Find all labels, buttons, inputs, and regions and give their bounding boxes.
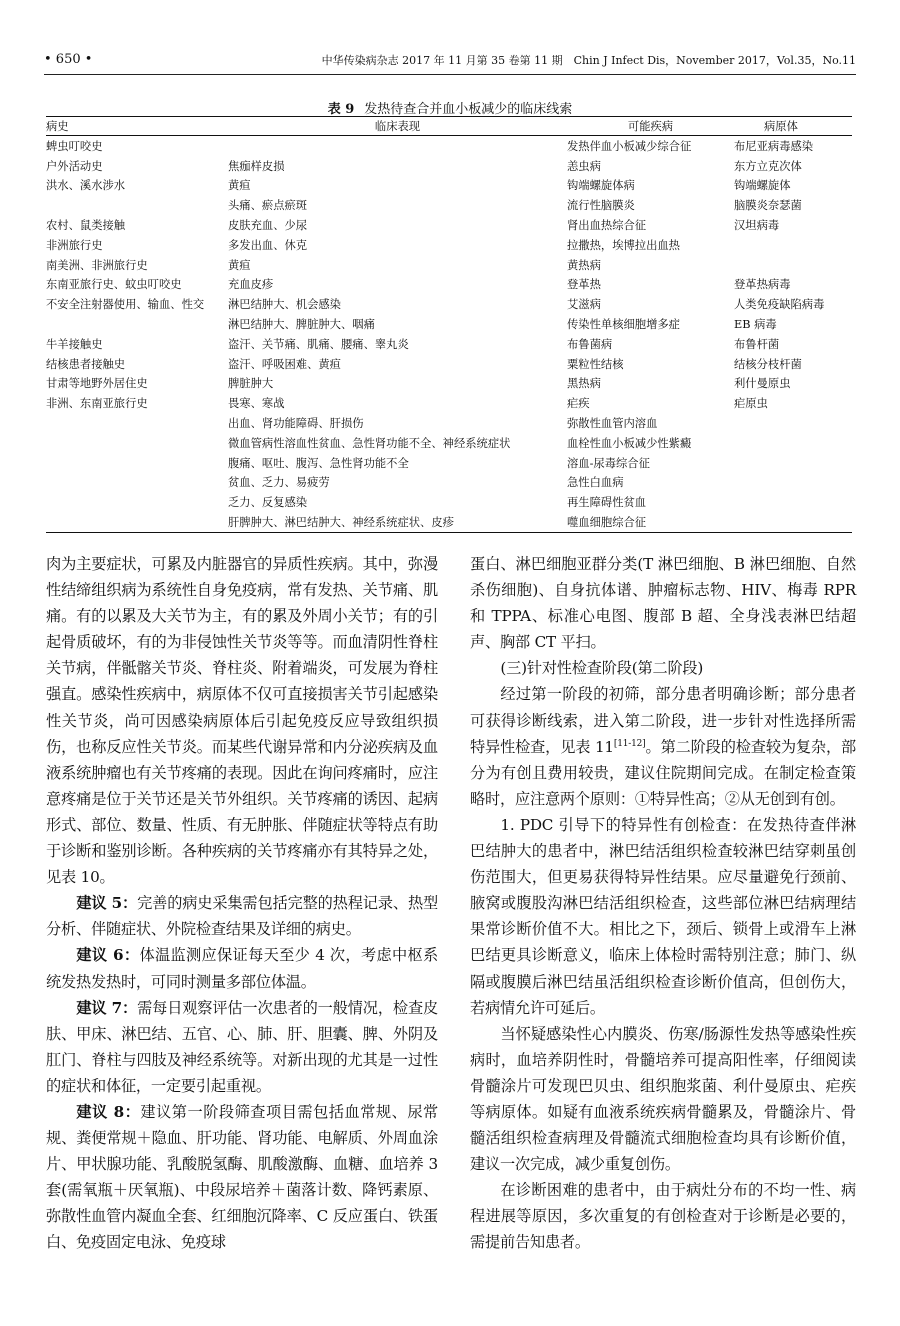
cell-history — [46, 314, 228, 334]
cell-manifestation: 淋巴结肿大、脾脏肿大、咽痛 — [228, 318, 375, 332]
table-row — [46, 314, 852, 334]
table-row — [46, 512, 852, 532]
cell-history — [46, 492, 228, 512]
cell-history: 甘肃等地野外居住史 — [46, 377, 148, 391]
table-row — [46, 473, 852, 493]
recommendation-label: 建议 8： — [76, 1102, 141, 1121]
table-row — [46, 374, 852, 394]
table-row — [46, 294, 852, 314]
table-title: 发热待查合并血小板减少的临床线索 — [364, 102, 573, 117]
cell-manifestation: 焦痂样皮损 — [228, 159, 285, 173]
cell-disease: 黄热病 — [567, 258, 601, 272]
table-row — [46, 354, 852, 374]
cell-disease: 血栓性血小板减少性紫癜 — [567, 436, 692, 450]
cell-history: 南美洲、非洲旅行史 — [46, 258, 148, 272]
paragraph: 蛋白、淋巴细胞亚群分类(T 淋巴细胞、B 淋巴细胞、自然杀伤细胞)、自身抗体谱、肿瘤标志物、HIV、梅毒 RPR 和 TPPA、标准心电图、腹部 B 超、全身浅表淋巴结超声、胸部 CT 平扫。 — [470, 555, 856, 652]
cell-manifestation: 出血、肾功能障碍、肝损伤 — [228, 417, 364, 431]
table-row — [46, 235, 852, 255]
table-row — [46, 136, 852, 156]
cell-manifestation: 肝脾肿大、淋巴结肿大、神经系统症状、皮疹 — [228, 512, 567, 532]
column-header-history: 病史 — [46, 117, 228, 136]
table-row — [46, 433, 852, 453]
right-text-column — [470, 551, 856, 1256]
recommendation-label: 建议 6： — [76, 946, 140, 965]
clinical-clue-table — [46, 116, 852, 533]
cell-history: 牛羊接触史 — [46, 337, 103, 351]
paragraph: 在诊断困难的患者中，由于病灶分布的不均一性、病程进展等原因，多次重复的有创检查对于诊断是必要的，需提前告知患者。 — [470, 1181, 856, 1252]
paragraph — [470, 681, 856, 811]
recommendation-text: 体温监测应保证每天至少 4 次，考虑中枢系统发热发热时，可同时测量多部位体温。 — [46, 946, 438, 991]
cell-disease: 传染性单核细胞增多症 — [567, 318, 680, 332]
recommendation-5 — [46, 890, 438, 942]
cell-manifestation: 微血管病性溶血性贫血、急性肾功能不全、神经系统症状 — [228, 436, 511, 450]
paragraph: 当怀疑感染性心内膜炎、伤寒/肠源性发热等感染性疾病时，血培养阴性时，骨髓培养可提高阳性率，仔细阅读骨髓涂片可发现巴贝虫、组织胞浆菌、利什曼原虫、疟疾等病原体。如疑有血液系统疾病骨髓累及，骨髓涂片、骨髓活组织检查病理及骨髓流式细胞检查均具有诊断价值，建议一次完成，减少重复创伤。 — [470, 1024, 856, 1174]
cell-disease: 布鲁菌病 — [567, 337, 613, 351]
table-row — [46, 413, 852, 433]
cell-manifestation: 盗汗、呼吸困难、黄疸 — [228, 357, 341, 371]
cell-pathogen — [734, 433, 852, 453]
table-row — [46, 453, 852, 473]
cell-pathogen — [734, 492, 852, 512]
recommendation-text: 完善的病史采集需包括完整的热程记录、热型分析、伴随症状、外院检查结果及详细的病史。 — [46, 894, 438, 939]
recommendation-8 — [46, 1099, 438, 1256]
table-row — [46, 275, 852, 295]
cell-disease: 恙虫病 — [567, 159, 601, 173]
journal-citation: 中华传染病杂志 2017 年 11 月第 35 卷第 11 期 Chin J Infect Dis，November 2017，Vol.35，No.11 — [321, 54, 856, 67]
recommendation-7 — [46, 995, 438, 1099]
cell-pathogen: 人类免疫缺陷病毒 — [734, 298, 825, 312]
table-row — [46, 176, 852, 196]
paragraph: 1. PDC 引导下的特异性有创检查：在发热待查伴淋巴结肿大的患者中，淋巴结活组织检查较淋巴结穿刺虽创伤范围大，但更易获得特异性结果。应尽量避免行颈前、腋窝或腹股沟淋巴结活组织检查，这些部位淋巴结病理结果常诊断价值不大。相比之下，颈后、锁骨上或滑车上淋巴结更具诊断意义，临床上体检时需特别注意；肺门、纵隔或腹膜后淋巴结虽活组织检查诊断价值高，但创伤大，若病情允许可延后。 — [470, 815, 856, 1017]
cell-disease: 疟疾 — [567, 397, 590, 411]
cell-disease: 钩端螺旋体病 — [567, 179, 635, 193]
cell-pathogen: 疟原虫 — [734, 397, 768, 411]
table-number: 表 9 — [327, 102, 355, 117]
cell-history — [46, 512, 228, 532]
table-row — [46, 215, 852, 235]
cell-manifestation: 皮肤充血、少尿 — [228, 219, 308, 233]
cell-history: 农村、鼠类接触 — [46, 219, 126, 233]
table-row — [46, 492, 852, 512]
cell-manifestation: 多发出血、休克 — [228, 238, 308, 252]
cell-manifestation: 黄疸 — [228, 258, 251, 272]
cell-manifestation: 头痛、瘀点瘀斑 — [228, 199, 308, 213]
recommendation-text: 需每日观察评估一次患者的一般情况，检查皮肤、甲床、淋巴结、五官、心、肺、肝、胆囊、脾、外阴及肛门、脊柱与四肢及神经系统等。对新出现的尤其是一过性的症状和体征，一定要引起重视。 — [46, 998, 438, 1095]
cell-history — [46, 433, 228, 453]
cell-pathogen — [734, 235, 852, 255]
table-row — [46, 255, 852, 275]
cell-disease: 噬血细胞综合征 — [567, 512, 734, 532]
cell-history — [46, 195, 228, 215]
cell-history — [46, 473, 228, 493]
cell-history: 洪水、溪水涉水 — [46, 179, 126, 193]
column-header-manifestation: 临床表现 — [228, 117, 567, 136]
cell-pathogen: 利什曼原虫 — [734, 377, 791, 391]
cell-pathogen — [734, 473, 852, 493]
paragraph-text: 。第二阶段的检查较为复杂，部分为有创且费用较贵，建议住院期间完成。在制定检查策略时，应注意两个原则：①特异性高；②从无创到有创。 — [470, 737, 856, 808]
cell-manifestation: 贫血、乏力、易疲劳 — [228, 476, 330, 490]
recommendation-6 — [46, 942, 438, 994]
cell-disease: 发热伴血小板减少综合征 — [567, 139, 692, 153]
cell-pathogen — [734, 453, 852, 473]
column-header-disease: 可能疾病 — [567, 117, 734, 136]
cell-disease: 登革热 — [567, 278, 601, 292]
table-row — [46, 334, 852, 354]
cell-manifestation: 黄疸 — [228, 179, 251, 193]
table-row — [46, 393, 852, 413]
left-text-column — [46, 551, 438, 1256]
cell-disease: 肾出血热综合征 — [567, 219, 647, 233]
recommendation-label: 建议 7： — [76, 998, 138, 1017]
cell-disease: 粟粒性结核 — [567, 357, 624, 371]
cell-pathogen: 脑膜炎奈瑟菌 — [734, 199, 802, 213]
cell-pathogen: 结核分枝杆菌 — [734, 357, 802, 371]
cell-pathogen: 钩端螺旋体 — [734, 179, 791, 193]
cell-pathogen: 布尼亚病毒感染 — [734, 139, 814, 153]
section-heading: (三)针对性检查阶段(第二阶段) — [500, 659, 704, 678]
header-rule — [44, 74, 856, 75]
cell-history: 不安全注射器使用、输血、性交 — [46, 298, 205, 312]
cell-manifestation: 乏力、反复感染 — [228, 496, 308, 510]
table-row — [46, 195, 852, 215]
cell-manifestation: 充血皮疹 — [228, 278, 274, 292]
cell-pathogen — [734, 255, 852, 275]
cell-disease: 流行性脑膜炎 — [567, 199, 635, 213]
cell-disease: 弥散性血管内溶血 — [567, 417, 658, 431]
paragraph-text: 经过第一阶段的初筛，部分患者明确诊断；部分患者可获得诊断线索，进入第二阶段，进一步针对性选择所需特异性检查，见表 11 — [470, 685, 856, 756]
page-header — [44, 52, 856, 74]
cell-manifestation — [228, 136, 567, 156]
cell-history: 户外活动史 — [46, 159, 103, 173]
table-header-row — [46, 117, 852, 136]
table-row — [46, 156, 852, 176]
cell-manifestation: 盗汗、关节痛、肌痛、腰痛、睾丸炎 — [228, 337, 409, 351]
recommendation-label: 建议 5： — [76, 894, 138, 913]
cell-manifestation: 脾脏肿大 — [228, 377, 274, 391]
cell-history: 非洲旅行史 — [46, 238, 103, 252]
cell-history: 东南亚旅行史、蚊虫叮咬史 — [46, 278, 182, 292]
cell-history — [46, 413, 228, 433]
cell-manifestation: 畏寒、寒战 — [228, 397, 285, 411]
cell-disease: 再生障碍性贫血 — [567, 496, 647, 510]
cell-disease: 急性白血病 — [567, 476, 624, 490]
cell-disease: 黑热病 — [567, 377, 601, 391]
cell-history — [46, 453, 228, 473]
table-caption — [0, 98, 900, 117]
cell-manifestation: 淋巴结肿大、机会感染 — [228, 298, 341, 312]
citation-reference: [11-12] — [613, 738, 646, 749]
cell-pathogen: 汉坦病毒 — [734, 219, 780, 233]
cell-pathogen — [734, 512, 852, 532]
recommendation-text: 建议第一阶段筛查项目需包括血常规、尿常规、粪便常规＋隐血、肝功能、肾功能、电解质、外周血涂片、甲状腺功能、乳酸脱氢酶、肌酸激酶、血糖、血培养 3 套(需氧瓶＋厌氧瓶)、中段尿培养＋菌落计数、降钙素原、弥散性血管内凝血全套、红细胞沉降率、C 反应蛋白、铁蛋白、免疫固定电泳、免疫球 — [46, 1102, 439, 1252]
cell-pathogen: 东方立克次体 — [734, 159, 802, 173]
cell-history: 结核患者接触史 — [46, 357, 126, 371]
cell-history: 非洲、东南亚旅行史 — [46, 397, 148, 411]
cell-pathogen: EB 病毒 — [734, 318, 777, 332]
cell-disease: 拉撒热，埃博拉出血热 — [567, 238, 680, 252]
cell-manifestation: 腹痛、呕吐、腹泻、急性肾功能不全 — [228, 456, 409, 470]
column-header-pathogen: 病原体 — [734, 117, 852, 136]
cell-disease: 艾滋病 — [567, 298, 601, 312]
paragraph: 肉为主要症状，可累及内脏器官的异质性疾病。其中，弥漫性结缔组织病为系统性自身免疫病，常有发热、关节痛、肌痛。有的以累及大关节为主，有的累及外周小关节；有的引起骨质破坏，有的为非侵蚀性关节炎等等。而血清阴性脊柱关节病，伴骶髂关节炎、脊柱炎、附着端炎，可发展为脊柱强直。感染性疾病中，病原体不仅可直接损害关节引起感染性关节炎，尚可因感染病原体后引起免疫反应导致组织损伤，也称反应性关节炎。而某些代谢异常和内分泌疾病及血液系统肿瘤也有关节疼痛的表现。因此在询问疼痛时，应注意疼痛是位于关节还是关节外组织。关节疼痛的诱因、起病形式、部位、数量、性质、有无肿胀、伴随症状等特点有助于诊断和鉴别诊断。各种疾病的关节疼痛亦有其特异之处，见表 10。 — [46, 555, 438, 887]
page-number: • 650 • — [44, 52, 93, 67]
cell-pathogen: 登革热病毒 — [734, 278, 791, 292]
cell-pathogen — [734, 413, 852, 433]
cell-history: 蜱虫叮咬史 — [46, 139, 103, 153]
cell-pathogen: 布鲁杆菌 — [734, 337, 780, 351]
table-body — [46, 136, 852, 533]
cell-disease: 溶血-尿毒综合征 — [567, 456, 650, 470]
